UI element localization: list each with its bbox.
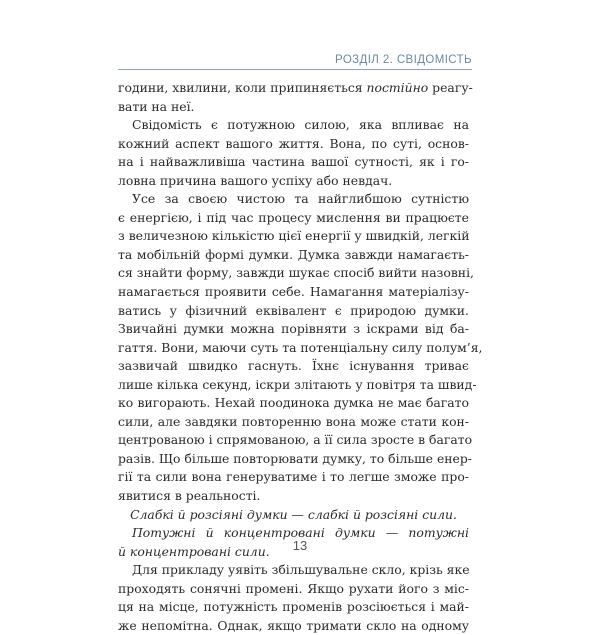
- text-run: кожний аспект вашого життя. Вона, по суті, основ-: [118, 135, 469, 151]
- text-run: гії та сили вона генеруватиме і то легше зможе про-: [118, 469, 469, 485]
- text-run: ко вигорають. Нехай поодинока думка не має багато: [118, 395, 469, 411]
- text-line: [118, 339, 483, 358]
- text-run: є енергією, і під час процесу мислення ви працюєте: [118, 209, 469, 225]
- text-line: [118, 450, 472, 469]
- italic-text: Потужні й концентровані думки — потужні: [132, 525, 469, 541]
- text-line: [118, 357, 469, 376]
- text-line: [118, 394, 469, 413]
- text-line: [118, 172, 469, 191]
- text-line: [118, 264, 474, 283]
- italic-text: постійно: [366, 80, 429, 95]
- text-line: [118, 79, 473, 98]
- text-line: [118, 227, 469, 246]
- text-line: [118, 153, 469, 172]
- text-run: ця на місце, потужність променів розсіюється і май-: [118, 599, 469, 615]
- text-line: [118, 246, 469, 265]
- text-run: лише кілька секунд, іскри злітають у повітря та швид-: [118, 376, 477, 392]
- text-line: [118, 580, 469, 599]
- text-run: намагається проявити себе. Намагання матеріалізу-: [118, 284, 469, 300]
- text-run: гаття. Вони, маючи суть та потенціальну силу полум’я,: [118, 339, 483, 355]
- running-header: [118, 54, 472, 72]
- text-run: разів. Що більше повторювати думку, то більше енер-: [118, 450, 472, 466]
- text-line: [118, 98, 469, 117]
- text-line: [118, 190, 469, 209]
- chapter-title: РОЗДІЛ 2. СВІДОМІСТЬ: [335, 54, 472, 66]
- text-line: [118, 413, 469, 432]
- text-line: [118, 116, 469, 135]
- text-line: [118, 135, 469, 154]
- text-run: та мобільній формі думки. Думка завжди намагаєть-: [118, 246, 469, 262]
- text-line: [118, 487, 469, 506]
- text-run: Свідомість є потужною силою, яка впливає на: [132, 117, 469, 133]
- text-line: [118, 283, 469, 302]
- header-rule: [118, 69, 472, 70]
- text-run: Звичайні думки можна порівняти з іскрами від ба-: [118, 321, 469, 337]
- text-run: вати на неї.: [118, 98, 195, 114]
- text-line: [118, 598, 469, 617]
- text-run: Для прикладу уявіть збільшувальне скло, крізь яке: [132, 562, 470, 578]
- text-run: Усе за своєю чистою та найглибшою сутністю: [132, 191, 469, 207]
- text-run: реагу-: [428, 80, 473, 95]
- text-run: з величезною кількістю цієї енергії у швидкій, легкій: [118, 228, 470, 244]
- text-run: зазвичай швидко гаснуть. Їхнє існування триває: [118, 358, 469, 374]
- text-line: [118, 561, 469, 580]
- text-line: [118, 209, 469, 228]
- text-line: [118, 376, 477, 395]
- text-run: явитися в реальності.: [118, 488, 261, 504]
- text-line: [118, 431, 473, 450]
- text-run: же непомітна. Однак, якщо тримати скло на одному: [118, 617, 469, 633]
- text-run: сили, але завдяки повторенню вона може стати кон-: [118, 413, 469, 429]
- text-run: центрованою і спрямованою, а її сила зросте в багато: [118, 432, 473, 448]
- page-number: 13: [292, 538, 308, 553]
- text-line: [118, 468, 469, 487]
- text-run: години, хвилини, коли припиняється: [118, 80, 367, 95]
- text-run: проходять сонячні промені. Якщо рухати його з міс-: [118, 580, 469, 596]
- text-run: на і найважливіша частина вашої сутності, як і го-: [118, 154, 469, 170]
- text-run: ся знайти форму, завжди шукає спосіб вийти назовні,: [118, 265, 474, 281]
- text-run: ловна причина вашого успіху або невдач.: [118, 172, 393, 188]
- text-line: [118, 302, 469, 321]
- italic-text: й концентровані сили.: [118, 543, 270, 559]
- text-line: [118, 506, 469, 525]
- text-run: ватись у фізичний еквівалент є природою думки.: [118, 302, 469, 318]
- text-line: [118, 617, 469, 635]
- text-line: [118, 320, 469, 339]
- italic-text: Слабкі й розсіяні думки — слабкі й розсіяні сили.: [130, 506, 457, 522]
